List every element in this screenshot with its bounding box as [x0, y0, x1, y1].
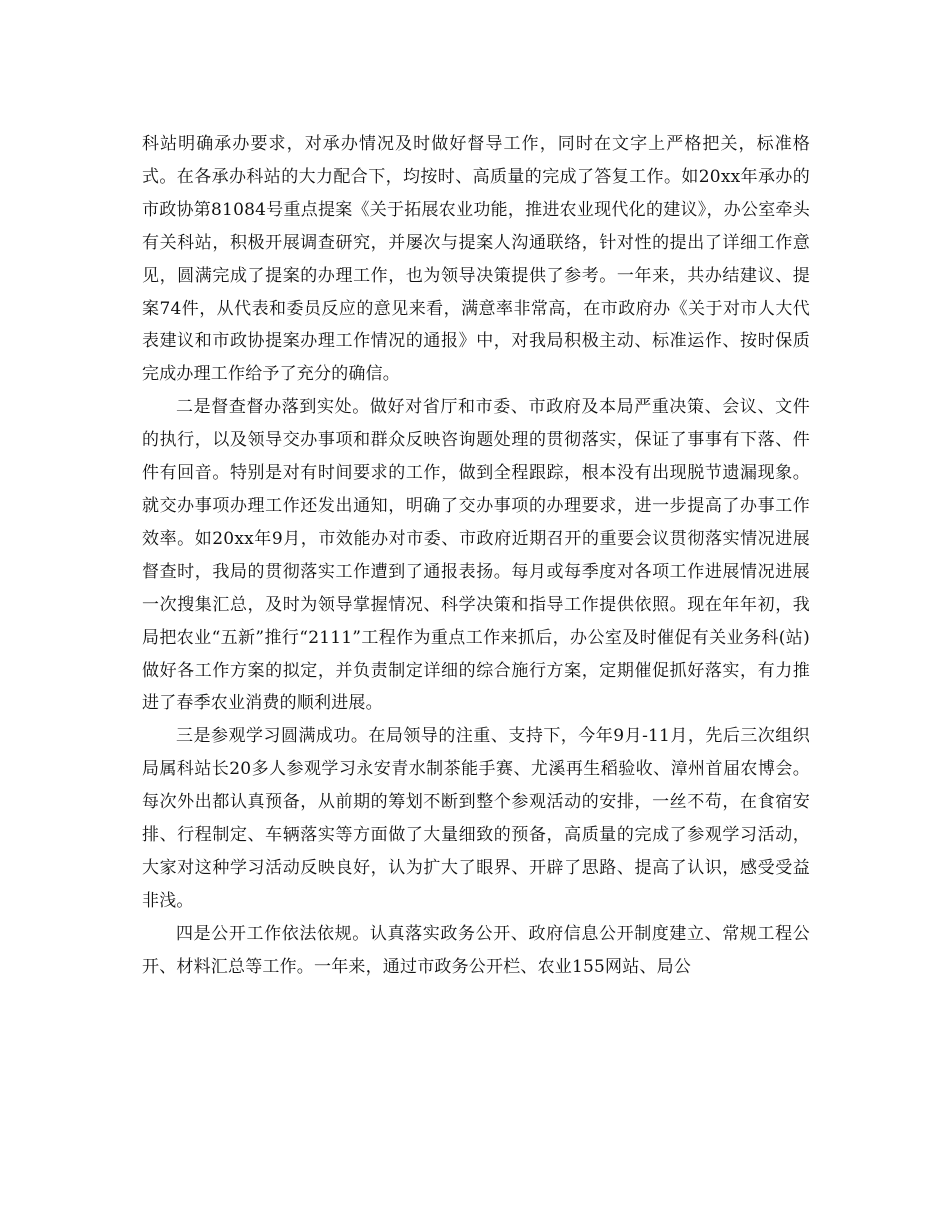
- paragraph-study-visits: 三是参观学习圆满成功。在局领导的注重、支持下，今年9月-11月，先后三次组织局属科站长20多人参观学习永安青水制茶能手赛、尤溪再生稻验收、漳州首届农博会。每次外出都认真预备，从前期的筹划不断到整个参观活动的安排，一丝不苟，在食宿安排、行程制定、车辆落实等方面做了大量细致的预备，高质量的完成了参观学习活动，大家对这种学习活动反映良好，认为扩大了眼界、开辟了思路、提高了认识，感受受益非浅。: [142, 726, 810, 911]
- document-body: [142, 128, 810, 984]
- paragraph-supervision: 二是督查督办落到实处。做好对省厅和市委、市政府及本局严重决策、会议、文件的执行，以及领导交办事项和群众反映咨询题处理的贯彻落实，保证了事事有下落、件件有回音。特别是对有时间要求的工作，做到全程跟踪，根本没有出现脱节遗漏现象。就交办事项办理工作还发出通知，明确了交办事项的办理要求，进一步提高了办事工作效率。如20xx年9月，市效能办对市委、市政府近期召开的重要会议贯彻落实情况进展督查时，我局的贯彻落实工作遭到了通报表扬。每月或每季度对各项工作进展情况进展一次搜集汇总，及时为领导掌握情况、科学决策和指导工作提供依照。现在年年初，我局把农业“五新”推行“2111”工程作为重点工作来抓后，办公室及时催促有关业务科(站)做好各工作方案的拟定，并负责制定详细的综合施行方案，定期催促抓好落实，有力推进了春季农业消费的顺利进展。: [142, 397, 810, 714]
- paragraph-public-disclosure: 四是公开工作依法依规。认真落实政务公开、政府信息公开制度建立、常规工程公开、材料汇总等工作。一年来，通过市政务公开栏、农业155网站、局公: [142, 923, 810, 977]
- paragraph-proposal-handling: 科站明确承办要求，对承办情况及时做好督导工作，同时在文字上严格把关，标准格式。在各承办科站的大力配合下，均按时、高质量的完成了答复工作。如20xx年承办的市政协第81084号重点提案《关于拓展农业功能，推进农业现代化的建议》，办公室牵头有关科站，积极开展调查研究，并屡次与提案人沟通联络，针对性的提出了详细工作意见，圆满完成了提案的办理工作，也为领导决策提供了参考。一年来，共办结建议、提案74件，从代表和委员反应的意见来看，满意率非常高，在市政府办《关于对市人大代表建议和市政协提案办理工作情况的通报》中，对我局积极主动、标准运作、按时保质完成办理工作给予了充分的确信。: [142, 134, 810, 385]
